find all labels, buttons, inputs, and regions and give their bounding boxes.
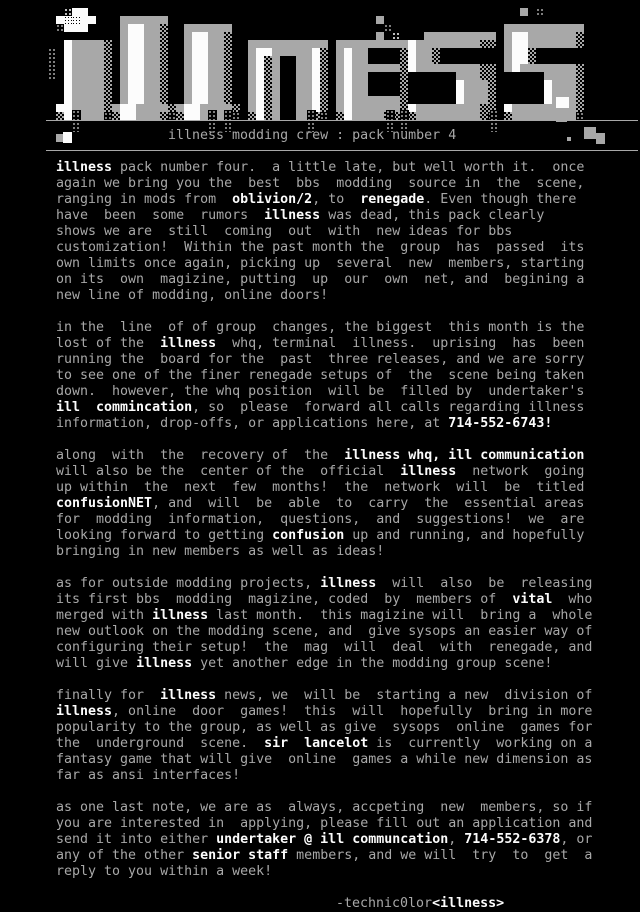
text-segment: is currently working on a	[368, 736, 593, 751]
text-segment: you are interested in applying, please fill out an application and	[56, 816, 593, 831]
text-segment: sir lancelot	[264, 736, 369, 751]
text-segment: news, we will be starting a new division of	[216, 688, 593, 703]
text-line	[56, 320, 592, 336]
text-segment: confusionNET	[56, 496, 153, 511]
text-line	[56, 448, 592, 464]
art-row	[48, 64, 592, 72]
text-segment: illness	[320, 576, 377, 591]
text-segment: illness	[264, 208, 321, 223]
text-segment: illness	[160, 336, 217, 351]
text-segment: shows we are still coming out with new ideas for bbs	[56, 224, 513, 239]
text-line	[56, 288, 592, 304]
logo-drip	[490, 110, 499, 132]
text-line	[56, 736, 592, 752]
text-segment: popularity to the group, as well as give sysops online games for	[56, 720, 593, 735]
text-segment: vital	[512, 592, 553, 607]
text-segment: new outlook on the modding scene, and give sysops an easier way of	[56, 624, 593, 639]
text-line	[56, 528, 592, 544]
text-segment: bringing in new members as well as ideas!	[56, 544, 385, 559]
text-segment: customization! Within the past month the group has passed its	[56, 240, 585, 255]
art-row	[48, 104, 592, 112]
text-segment: illness	[56, 704, 113, 719]
text-segment: will give	[56, 656, 137, 671]
text-line	[56, 192, 592, 208]
text-segment: configuring their setup! the mag will deal with renegade, and	[56, 640, 593, 655]
text-segment: yet another edge in the modding group scene!	[192, 656, 553, 671]
deco-block	[596, 133, 605, 144]
text-segment: any of the other	[56, 848, 193, 863]
text-line	[56, 160, 592, 176]
text-segment: , to	[312, 192, 361, 207]
art-row	[48, 8, 592, 16]
text-line	[56, 512, 592, 528]
text-segment: ill commincation	[56, 400, 193, 415]
art-row	[48, 24, 592, 32]
text-line	[56, 224, 592, 240]
art-row	[48, 72, 592, 80]
text-segment: last month. this magizine will bring a whole	[208, 608, 593, 623]
text-segment: will also be the center of the official	[56, 464, 401, 479]
text-segment: as for outside modding projects,	[56, 576, 321, 591]
art-row	[48, 80, 592, 88]
tagline: illness modding crew : pack number 4	[168, 128, 457, 143]
text-line	[56, 608, 592, 624]
text-segment: oblivion/2	[232, 192, 313, 207]
text-segment: who	[552, 592, 593, 607]
text-segment: have been some rumors	[56, 208, 265, 223]
text-segment: illness whq, ill communication	[344, 448, 585, 463]
paragraph	[56, 160, 592, 304]
text-segment: will also be releasing	[376, 576, 593, 591]
text-segment: running the board for the past three releases, and we are sorry	[56, 352, 585, 367]
divider-bottom	[46, 150, 638, 151]
text-line	[56, 592, 592, 608]
signature	[336, 896, 504, 912]
text-line	[56, 176, 592, 192]
deco-block	[584, 127, 596, 139]
text-line	[56, 624, 592, 640]
paragraph	[56, 800, 592, 880]
text-segment: fantasy game that will give online games a while new dimension as	[56, 752, 593, 767]
text-segment: , so please forward all calls regarding illness	[192, 400, 585, 415]
text-segment: illness	[400, 464, 457, 479]
text-line	[56, 544, 592, 560]
text-line	[56, 208, 592, 224]
text-segment: network going	[456, 464, 585, 479]
text-segment: ranging in mods from	[56, 192, 233, 207]
text-line	[56, 752, 592, 768]
art-row	[48, 88, 592, 96]
logo-drip	[72, 110, 81, 132]
text-segment: in the line of of group changes, the biggest this month is the	[56, 320, 585, 335]
signature-segment: <illness>	[432, 896, 505, 911]
text-segment: illness	[136, 656, 193, 671]
text-segment: as one last note, we are as always, accpeting new members, so if	[56, 800, 593, 815]
text-segment: its first bbs modding magizine, coded by members of	[56, 592, 513, 607]
text-segment: . Even though there	[424, 192, 577, 207]
art-row	[48, 40, 592, 48]
text-segment: own limits once again, picking up several new members, starting	[56, 256, 585, 271]
text-segment: again we bring you the best bbs modding source in the scene,	[56, 176, 585, 191]
text-segment: information, drop-offs, or applications here, at	[56, 416, 449, 431]
text-line	[56, 496, 592, 512]
text-line	[56, 352, 592, 368]
text-segment: , or	[560, 832, 593, 847]
art-row	[48, 56, 592, 64]
text-segment: whq, terminal illness. uprising has been	[216, 336, 585, 351]
text-segment: 714-552-6743!	[448, 416, 553, 431]
text-segment: lost of the	[56, 336, 161, 351]
text-line	[56, 368, 592, 384]
text-segment: illness	[160, 688, 217, 703]
text-segment: new line of modding, online doors!	[56, 288, 329, 303]
text-segment: illness	[152, 608, 209, 623]
art-row	[48, 16, 592, 24]
text-line	[56, 656, 592, 672]
art-row	[48, 96, 592, 104]
divider-top	[46, 120, 638, 121]
text-segment: on its own magizine, putting up our own net, and begining a	[56, 272, 585, 287]
art-row	[48, 48, 592, 56]
text-line	[56, 768, 592, 784]
text-segment: finally for	[56, 688, 161, 703]
text-segment: renegade	[360, 192, 425, 207]
text-segment: , and will be able to carry the essential areas	[152, 496, 585, 511]
text-segment: reply to you within a week!	[56, 864, 273, 879]
text-segment: pack number four. a little late, but well worth it. once	[112, 160, 585, 175]
text-segment: the underground scene.	[56, 736, 265, 751]
text-line	[56, 256, 592, 272]
text-segment: 714-552-6378	[464, 832, 561, 847]
text-line	[56, 576, 592, 592]
text-segment: ,	[448, 832, 465, 847]
deco-block	[556, 97, 569, 108]
text-segment: , online door games! this will hopefully bring in more	[112, 704, 593, 719]
text-segment: for modding information, questions, and suggestions! we are	[56, 512, 585, 527]
signature-segment: -technic0lor	[336, 896, 433, 911]
text-line	[56, 272, 592, 288]
paragraph	[56, 688, 592, 784]
paragraph	[56, 320, 592, 432]
text-segment: far as ansi interfaces!	[56, 768, 241, 783]
text-line	[56, 720, 592, 736]
deco-block	[63, 132, 72, 143]
text-segment: was dead, this pack clearly	[320, 208, 545, 223]
text-line	[56, 704, 592, 720]
illness-logo-art	[48, 8, 592, 120]
paragraph	[56, 448, 592, 560]
paragraph	[56, 576, 592, 672]
text-line	[56, 688, 592, 704]
text-segment: merged with	[56, 608, 153, 623]
text-segment: along with the recovery of the	[56, 448, 345, 463]
body-text	[56, 160, 592, 896]
text-line	[56, 640, 592, 656]
text-line	[56, 848, 592, 864]
text-segment: members, and we will try to get a	[288, 848, 593, 863]
text-line	[56, 384, 592, 400]
text-line	[56, 336, 592, 352]
deco-block	[556, 110, 567, 122]
text-line	[56, 480, 592, 496]
text-segment: looking forward to getting	[56, 528, 273, 543]
text-line	[56, 400, 592, 416]
text-line	[56, 464, 592, 480]
text-segment: down. however, the whq position will be filled by undertaker's	[56, 384, 585, 399]
text-segment: illness	[56, 160, 113, 175]
text-segment: to see one of the finer renegade setups of the scene being taken	[56, 368, 585, 383]
text-line	[56, 240, 592, 256]
text-line	[56, 800, 592, 816]
art-row	[48, 32, 592, 40]
text-line	[56, 416, 592, 432]
deco-block	[567, 137, 571, 141]
text-segment: send it into either	[56, 832, 217, 847]
text-line	[56, 816, 592, 832]
text-segment: up and running, and hopefully	[344, 528, 585, 543]
deco-block	[56, 134, 63, 142]
text-line	[56, 864, 592, 880]
text-segment: senior staff	[192, 848, 289, 863]
text-segment: undertaker @ ill communcation	[216, 832, 449, 847]
text-line	[56, 832, 592, 848]
art-row	[48, 112, 592, 120]
text-segment: confusion	[272, 528, 345, 543]
text-segment: up within the next few months! the network will be titled	[56, 480, 585, 495]
